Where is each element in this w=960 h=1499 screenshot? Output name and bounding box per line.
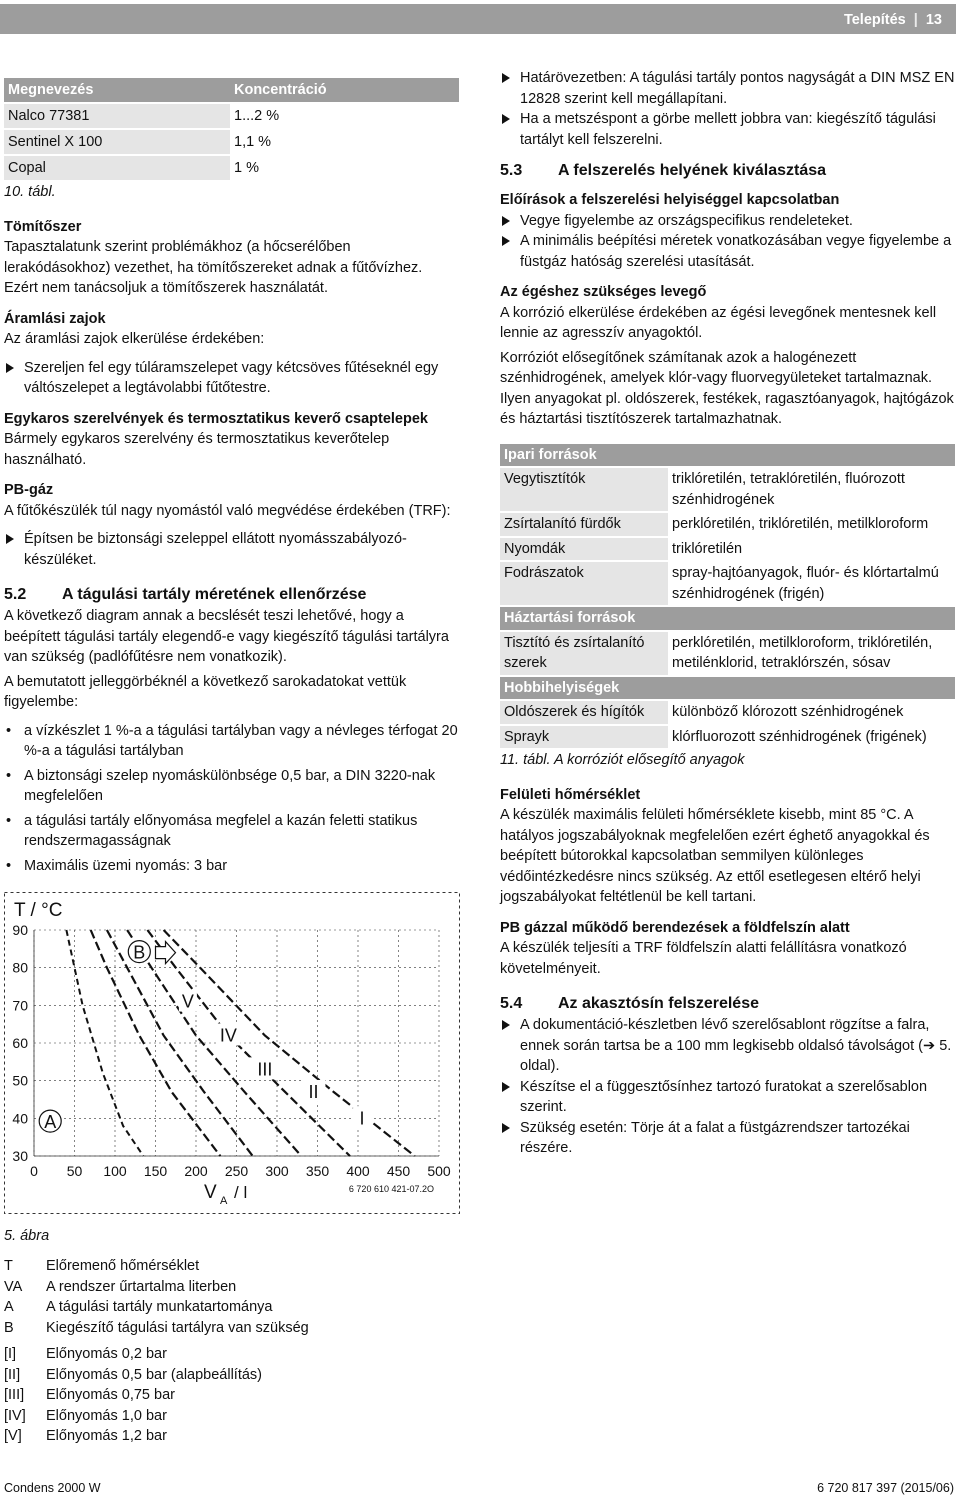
figure-legend: [4, 1256, 459, 1447]
x-tick-label: 0: [30, 1163, 38, 1179]
x-tick-label: 400: [346, 1163, 370, 1179]
noise-heading: Áramlási zajok: [4, 310, 106, 327]
table-cell: perklóretilén, triklóretilén, metilkloroform: [668, 513, 955, 538]
table-row: [4, 104, 459, 130]
table-header-name: Megnevezés: [4, 78, 230, 104]
legend-key: [II]: [4, 1366, 21, 1383]
legend-row: [4, 1277, 459, 1298]
section-5-3-heading: [500, 160, 955, 182]
air-p2: Korróziót elősegítőnek számítanak azok a halogénezett szénhidrogének, amelyek klór-vagy fluorvegyületeket tartalmaznak. Ilyen anyagokat pl. oldószerek, festékek, ragasztóanyagok, hajtógázok és háztartási tisztítószerek tartalmazhatnak.: [500, 349, 954, 427]
x-axis-label: V: [204, 1182, 217, 1203]
table-cell: Nalco 77381: [4, 104, 230, 130]
table-cell: Oldószerek és hígítók: [500, 701, 668, 726]
right-column: [500, 68, 955, 1159]
surface-text: A készülék maximális felületi hőmérséklete kisebb, mint 85 °C. A hatályos jogszabályoknak megfelelően ezért éghető anyagokkal és beépített bútorokkal kapcsolatban semmilyen különleges védőintézkedésre nincs szükség. Az ettől esetlegesen eltérő helyi jogszabályokat feltétlenül be kell tartani.: [500, 807, 930, 905]
table-cell: 1 %: [230, 156, 459, 182]
y-axis-label: T / °C: [14, 900, 63, 921]
legend-text: Kiegészítő tágulási tartályra van szükség: [46, 1319, 309, 1336]
legend-key: [I]: [4, 1346, 17, 1362]
header-page-number: 13: [925, 12, 942, 28]
table-row: [500, 726, 955, 751]
table-cell: 1,1 %: [230, 130, 459, 156]
x-axis-label-unit: / l: [234, 1183, 248, 1202]
left-column: [4, 78, 459, 876]
footer-model: Condens 2000 W: [4, 1481, 101, 1495]
table-cell: Tisztító és zsírtalanító szerek: [500, 632, 668, 677]
legend-text: Előremenő hőmérséklet: [46, 1258, 200, 1274]
table-cell: 1...2 %: [230, 104, 459, 130]
list-item: • A biztonsági szelep nyomáskülönbsége 0,5 bar, a DIN 3220-nak megfelelően: [4, 766, 459, 807]
table-row: [500, 701, 955, 726]
table-cell: Vegytisztítók: [500, 468, 668, 513]
legend-key: [IV]: [4, 1407, 26, 1424]
group-title: Háztartási források: [500, 607, 955, 632]
annotation-A: A: [44, 1112, 57, 1133]
section-number: 5.4: [500, 995, 523, 1012]
page-header-bar: [0, 4, 956, 34]
annotation-IV: IV: [219, 1025, 237, 1046]
table-cell: Zsírtalanító fürdők: [500, 513, 668, 538]
mixers-text: Bármely egykaros szerelvény és termosztatikus keverőtelep használható.: [4, 431, 390, 468]
mixers-heading: Egykaros szerelvények és termosztatikus keverő csaptelepek: [4, 410, 428, 427]
regs-heading: Előírások a felszerelési helyiséggel kapcsolatban: [500, 192, 840, 208]
table-cell: Sprayk: [500, 726, 668, 751]
legend-row: [4, 1256, 459, 1277]
legend-key: VA: [4, 1278, 23, 1295]
boundary-item: Határövezetben: A tágulási tartály pontos nagyságát a DIN MSZ EN 12828 szerint kell megállapítani.: [500, 68, 955, 109]
lpg-below-heading: PB gázzal működő berendezések a földfelszín alatt: [500, 919, 850, 936]
x-tick-label: 150: [143, 1163, 168, 1179]
table-cell: triklóretilén: [668, 538, 955, 563]
section-5-2-heading: [4, 584, 459, 606]
y-tick-label: 30: [12, 1148, 28, 1164]
legend-key: A: [4, 1299, 14, 1315]
list-item: • a vízkészlet 1 %-a a tágulási tartályban vagy a névleges térfogat 20 %-a a tágulási tartályban: [4, 721, 459, 762]
y-tick-label: 40: [12, 1110, 28, 1127]
x-tick-label: 50: [66, 1163, 83, 1179]
list-item: • Maximális üzemi nyomás: 3 bar: [4, 856, 459, 877]
section-5-2-p2: A bemutatott jelleggörbéknél a következő sarokadatokat vettük figyelembe:: [4, 673, 407, 710]
list-item: • a tágulási tartály előnyomása megfelel a kazán feletti statikus rendszermagasságnak: [4, 811, 459, 852]
annotation-V: V: [181, 991, 194, 1012]
annotation-II: II: [308, 1081, 319, 1102]
section-number: 5.3: [500, 162, 523, 179]
table-row: [500, 562, 955, 607]
mount-item: Készítse el a függesztősínhez tartozó furatokat a szerelősablon szerint.: [500, 1077, 955, 1118]
figure-caption: 5. ábra: [4, 1228, 50, 1244]
group-title: Ipari források: [500, 444, 955, 469]
legend-row: [4, 1406, 459, 1427]
table-row: [500, 513, 955, 538]
table-header-row: [4, 78, 459, 104]
table-cell: perklóretilén, metilkloroform, triklóretilén, metilénklorid, tetraklórszén, sósav: [668, 632, 955, 677]
sealant-heading: Tömítőszer: [4, 218, 82, 235]
section-title: A tágulási tartály méretének ellenőrzése: [62, 586, 367, 603]
x-tick-label: 300: [265, 1163, 289, 1179]
table-cell: klórfluorozott szénhidrogének (frigének): [668, 726, 955, 751]
y-tick-label: 90: [12, 922, 28, 938]
section-5-2-p1: A következő diagram annak a becslését teszi lehetővé, hogy a beépített tágulási tartály elegendő-e vagy kiegészítő tágulási tartályra van szükség (padlófűtésre nem vonatkozik).: [4, 608, 449, 665]
table-row: [500, 632, 955, 677]
x-tick-label: 100: [103, 1163, 127, 1179]
regs-item: Vegye figyelembe az országspecifikus rendeleteket.: [500, 211, 955, 232]
lpg-below-text: A készülék teljesíti a TRF földfelszín alatti felállításra vonatkozó követelményeit.: [500, 940, 907, 977]
section-title: Az akasztósín felszerelése: [558, 995, 759, 1012]
section-title: A felszerelés helyének kiválasztása: [558, 162, 827, 179]
table-cell: triklóretilén, tetraklóretilén, fluórozott szénhidrogének: [668, 468, 955, 513]
legend-row: [4, 1344, 459, 1365]
table-group-row: [500, 677, 955, 702]
expansion-tank-chart: [4, 892, 460, 1214]
annotation-I: I: [359, 1108, 365, 1129]
legend-text: Előnyomás 0,2 bar: [46, 1346, 167, 1362]
table-cell: különböző klórozott szénhidrogének: [668, 701, 955, 726]
x-tick-label: 500: [427, 1163, 451, 1179]
surface-heading: Felületi hőmérséklet: [500, 786, 641, 803]
legend-text: Előnyomás 0,5 bar (alapbeállítás): [46, 1366, 263, 1383]
legend-text: A rendszer űrtartalma literben: [46, 1278, 237, 1295]
intersection-item: Ha a metszéspont a görbe mellett jobbra van: kiegészítő tágulási tartályt kell felszerelni.: [500, 109, 955, 150]
table-10-caption: 10. tábl.: [4, 184, 56, 200]
legend-key: T: [4, 1258, 13, 1274]
x-tick-label: 250: [224, 1163, 249, 1179]
group-title: Hobbihelyiségek: [500, 677, 955, 702]
noise-item: Szereljen fel egy túláramszelepet vagy kétcsöves fűtéseknél egy váltószelepet a legtávolabbi fűtőtestre.: [4, 358, 459, 399]
x-tick-label: 200: [184, 1163, 208, 1179]
legend-key: [III]: [4, 1387, 25, 1403]
lpg-heading: PB-gáz: [4, 482, 54, 498]
y-tick-label: 80: [12, 959, 28, 976]
sealant-text: Tapasztalatunk szerint problémákhoz (a hőcserélőben lerakódásokhoz) vezethet, ha tömítőszereket adnak a fűtővízhez. Ezért nem tanácsoljuk a tömítőszerek használatát.: [4, 239, 423, 296]
air-p1: A korrózió elkerülése érdekében az égési levegőnek mentesnek kell lennie az agresszív anyagoktól.: [500, 304, 937, 341]
header-divider: |: [913, 12, 918, 28]
y-tick-label: 70: [12, 997, 28, 1014]
section-number: 5.2: [4, 586, 27, 603]
annotation-III: III: [257, 1059, 273, 1080]
air-heading: Az égéshez szükséges levegő: [500, 284, 707, 300]
figure-code: 6 720 610 421-07.2O: [348, 1184, 434, 1194]
table-group-row: [500, 444, 955, 469]
section-5-4-heading: [500, 993, 955, 1015]
table-row: [500, 538, 955, 563]
annotation-B: B: [133, 942, 146, 963]
legend-row: [4, 1297, 459, 1318]
table-row: [4, 156, 459, 182]
legend-row: [4, 1365, 459, 1386]
header-title: Telepítés: [843, 12, 906, 28]
legend-text: Előnyomás 1,2 bar: [46, 1428, 167, 1444]
lpg-item: Építsen be biztonsági szeleppel ellátott nyomásszabályozó-készüléket.: [4, 529, 459, 570]
legend-key: B: [4, 1319, 14, 1336]
y-tick-label: 60: [12, 1035, 28, 1051]
legend-row: [4, 1426, 459, 1447]
legend-text: Előnyomás 0,75 bar: [46, 1387, 175, 1403]
noise-intro: Az áramlási zajok elkerülése érdekében:: [4, 331, 265, 347]
legend-key: [V]: [4, 1428, 22, 1444]
table-cell: Nyomdák: [500, 538, 668, 563]
x-tick-label: 450: [386, 1163, 411, 1179]
y-tick-label: 50: [12, 1072, 28, 1089]
legend-row: [4, 1385, 459, 1406]
table-11: [500, 444, 955, 751]
table-cell: spray-hajtóanyagok, fluór- és klórtartalmú szénhidrogének (frigén): [668, 562, 955, 607]
footer-doc-number: 6 720 817 397 (2015/06): [817, 1481, 954, 1495]
lpg-intro: A fűtőkészülék túl nagy nyomástól való megvédése érdekében (TRF):: [4, 502, 451, 519]
page-header: [844, 10, 942, 31]
table-11-caption: 11. tábl. A korróziót elősegítő anyagok: [500, 752, 745, 768]
x-axis-label-subscript: A: [220, 1195, 228, 1207]
legend-text: Előnyomás 1,0 bar: [46, 1407, 167, 1424]
regs-item: A minimális beépítési méretek vonatkozásában vegye figyelembe a füstgáz hatóság szerelési utasítását.: [500, 231, 955, 272]
table-header-concentration: Koncentráció: [230, 78, 459, 104]
legend-text: A tágulási tartály munkatartománya: [46, 1299, 273, 1315]
table-cell: Fodrászatok: [500, 562, 668, 607]
mount-item: A dokumentáció-készletben lévő szerelősablont rögzítse a falra, ennek során tartsa be a 100 mm legkisebb oldalsó távolságot (➔ 5. oldal).: [500, 1015, 955, 1077]
table-cell: Sentinel X 100: [4, 130, 230, 156]
table-group-row: [500, 607, 955, 632]
table-10: [4, 78, 459, 182]
legend-row: [4, 1318, 459, 1339]
x-tick-label: 350: [305, 1163, 330, 1179]
mount-item: Szükség esetén: Törje át a falat a füstgázrendszer tartozékai részére.: [500, 1118, 955, 1159]
table-row: [500, 468, 955, 513]
table-row: [4, 130, 459, 156]
table-cell: Copal: [4, 156, 230, 182]
